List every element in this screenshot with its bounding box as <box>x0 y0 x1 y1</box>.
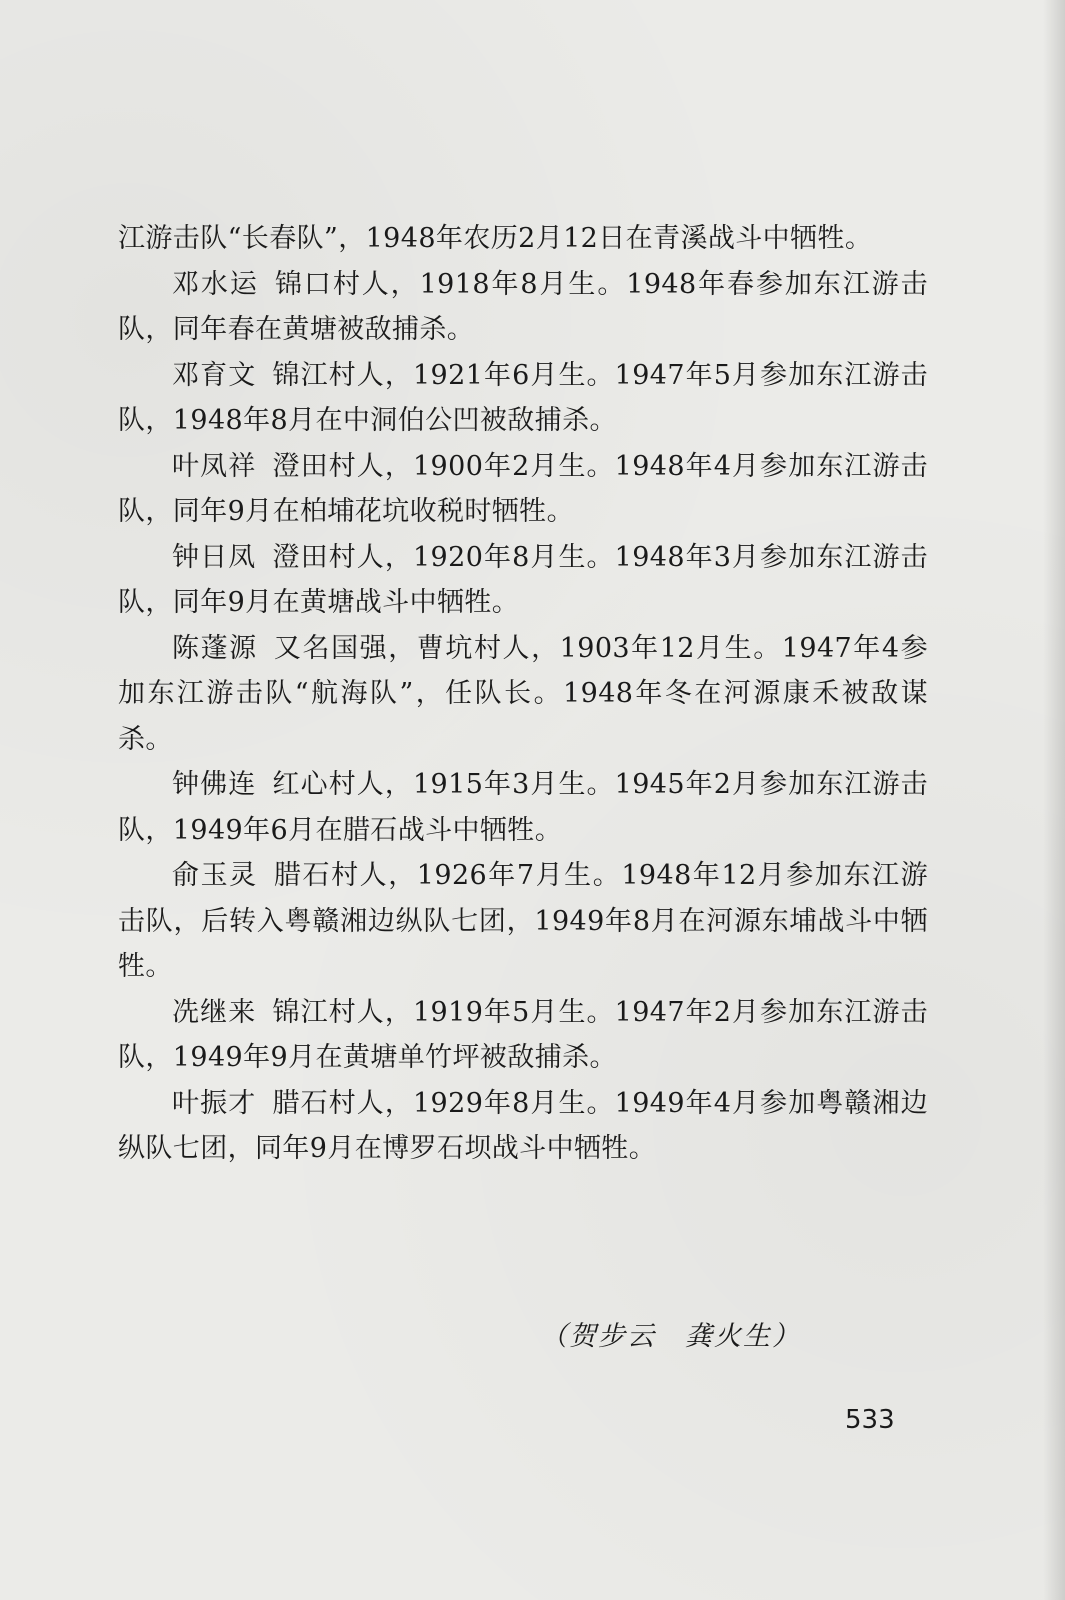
author-credit: （贺步云 龚火生） <box>540 1321 801 1352</box>
paragraph-text: 锦江村人，1919年5月生。1947年2月参加东江游击队，1949年9月在黄塘单竹坪被敌捕杀。 <box>118 996 928 1073</box>
person-name: 钟日凤 <box>172 541 257 573</box>
paragraph-text: 红心村人，1915年3月生。1945年2月参加东江游击队，1949年6月在腊石战斗中牺牲。 <box>118 769 928 846</box>
paragraph-biography <box>118 990 928 1081</box>
person-name: 钟佛连 <box>172 769 257 800</box>
paragraph-biography <box>118 444 928 535</box>
person-name: 陈蓬源 <box>172 632 258 664</box>
person-name: 叶振才 <box>172 1087 257 1119</box>
person-name: 俞玉灵 <box>172 860 258 891</box>
paragraph-biography <box>118 353 928 444</box>
paragraph-text: 腊石村人，1929年8月生。1949年4月参加粤赣湘边纵队七团，同年9月在博罗石坝战斗中牺牲。 <box>118 1087 928 1164</box>
person-name: 邓育文 <box>172 359 257 391</box>
paragraph-text: 锦口村人，1918年8月生。1948年春参加东江游击队，同年春在黄塘被敌捕杀。 <box>118 268 928 345</box>
paragraph-biography <box>118 626 928 763</box>
paragraph-text: 澄田村人，1920年8月生。1948年3月参加东江游击队，同年9月在黄塘战斗中牺牲。 <box>118 541 928 618</box>
paragraph-biography <box>118 262 928 353</box>
body-text <box>118 216 928 1172</box>
paragraph-text: 江游击队“长春队”，1948年农历2月12日在青溪战斗中牺牲。 <box>118 223 873 254</box>
paragraph-biography <box>118 853 928 990</box>
paragraph-continuation <box>118 216 928 262</box>
paragraph-biography <box>118 1081 928 1172</box>
paragraph-text: 澄田村人，1900年2月生。1948年4月参加东江游击队，同年9月在柏埔花坑收税时牺牲。 <box>118 450 928 527</box>
paragraph-text: 腊石村人，1926年7月生。1948年12月参加东江游击队，后转入粤赣湘边纵队七团，1949年8月在河源东埔战斗中牺牲。 <box>118 860 929 982</box>
person-name: 冼继来 <box>172 996 257 1028</box>
paragraph-text: 又名国强，曹坑村人，1903年12月生。1947年4参加东江游击队“航海队”，任队长。1948年冬在河源康禾被敌谋杀。 <box>118 632 929 755</box>
person-name: 邓水运 <box>172 268 259 300</box>
person-name: 叶凤祥 <box>172 450 257 482</box>
page-edge-shadow <box>1043 0 1065 1600</box>
paragraph-text: 锦江村人，1921年6月生。1947年5月参加东江游击队，1948年8月在中洞伯公凹被敌捕杀。 <box>118 359 928 436</box>
page-number: 533 <box>845 1405 895 1435</box>
paragraph-biography <box>118 762 928 853</box>
paragraph-biography <box>118 535 928 626</box>
